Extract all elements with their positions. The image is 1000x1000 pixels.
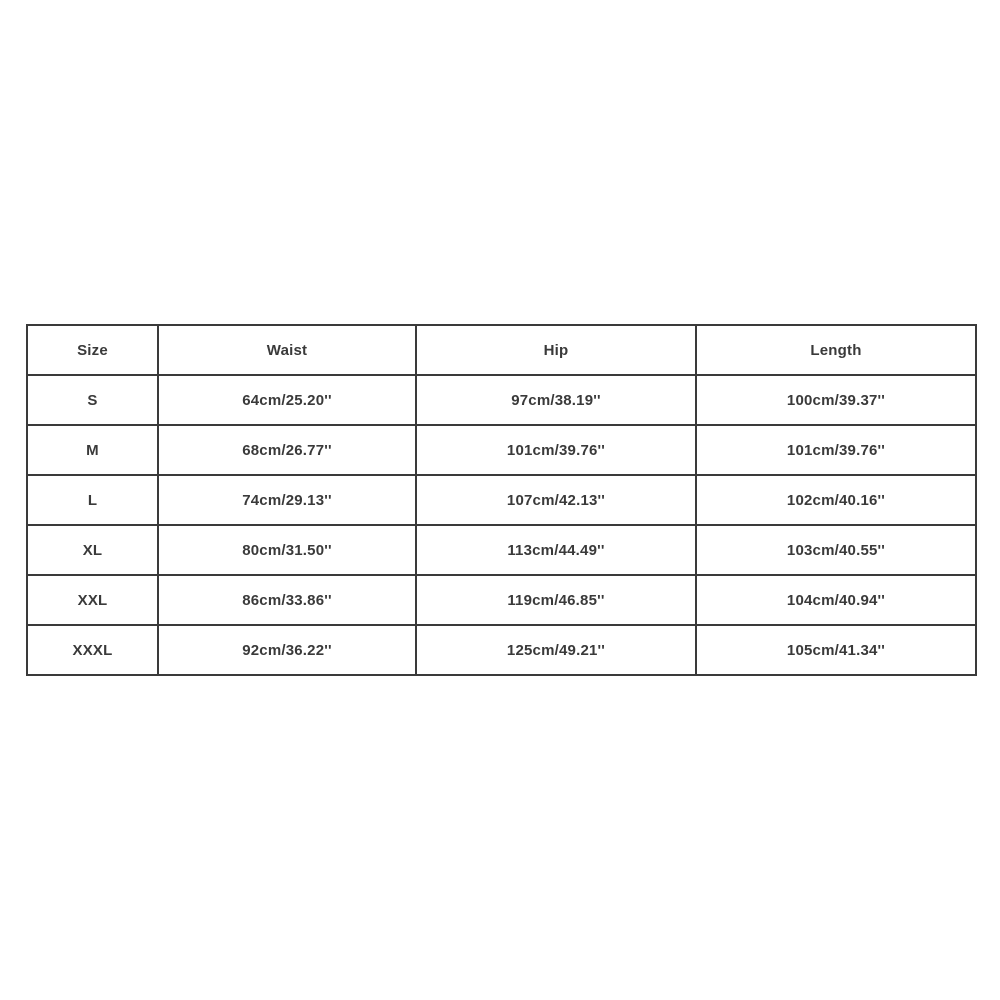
hip-cell: 119cm/46.85'' [416,575,696,625]
hip-cell: 101cm/39.76'' [416,425,696,475]
waist-cell: 92cm/36.22'' [158,625,416,675]
size-cell: M [27,425,158,475]
size-cell: XL [27,525,158,575]
table-row-xl [27,525,976,575]
length-cell: 104cm/40.94'' [696,575,976,625]
size-chart-table [26,324,977,676]
length-cell: 102cm/40.16'' [696,475,976,525]
length-cell: 103cm/40.55'' [696,525,976,575]
waist-cell: 74cm/29.13'' [158,475,416,525]
column-header-length: Length [696,325,976,375]
size-cell: XXL [27,575,158,625]
waist-cell: 68cm/26.77'' [158,425,416,475]
length-cell: 101cm/39.76'' [696,425,976,475]
column-header-size: Size [27,325,158,375]
header-row [27,325,976,375]
table-row-s [27,375,976,425]
column-header-hip: Hip [416,325,696,375]
hip-cell: 113cm/44.49'' [416,525,696,575]
size-cell: S [27,375,158,425]
waist-cell: 80cm/31.50'' [158,525,416,575]
table-row-l [27,475,976,525]
hip-cell: 125cm/49.21'' [416,625,696,675]
size-cell: L [27,475,158,525]
table-row-m [27,425,976,475]
waist-cell: 86cm/33.86'' [158,575,416,625]
table-row-xxxl [27,625,976,675]
waist-cell: 64cm/25.20'' [158,375,416,425]
size-cell: XXXL [27,625,158,675]
hip-cell: 97cm/38.19'' [416,375,696,425]
table-row-xxl [27,575,976,625]
length-cell: 105cm/41.34'' [696,625,976,675]
hip-cell: 107cm/42.13'' [416,475,696,525]
column-header-waist: Waist [158,325,416,375]
length-cell: 100cm/39.37'' [696,375,976,425]
